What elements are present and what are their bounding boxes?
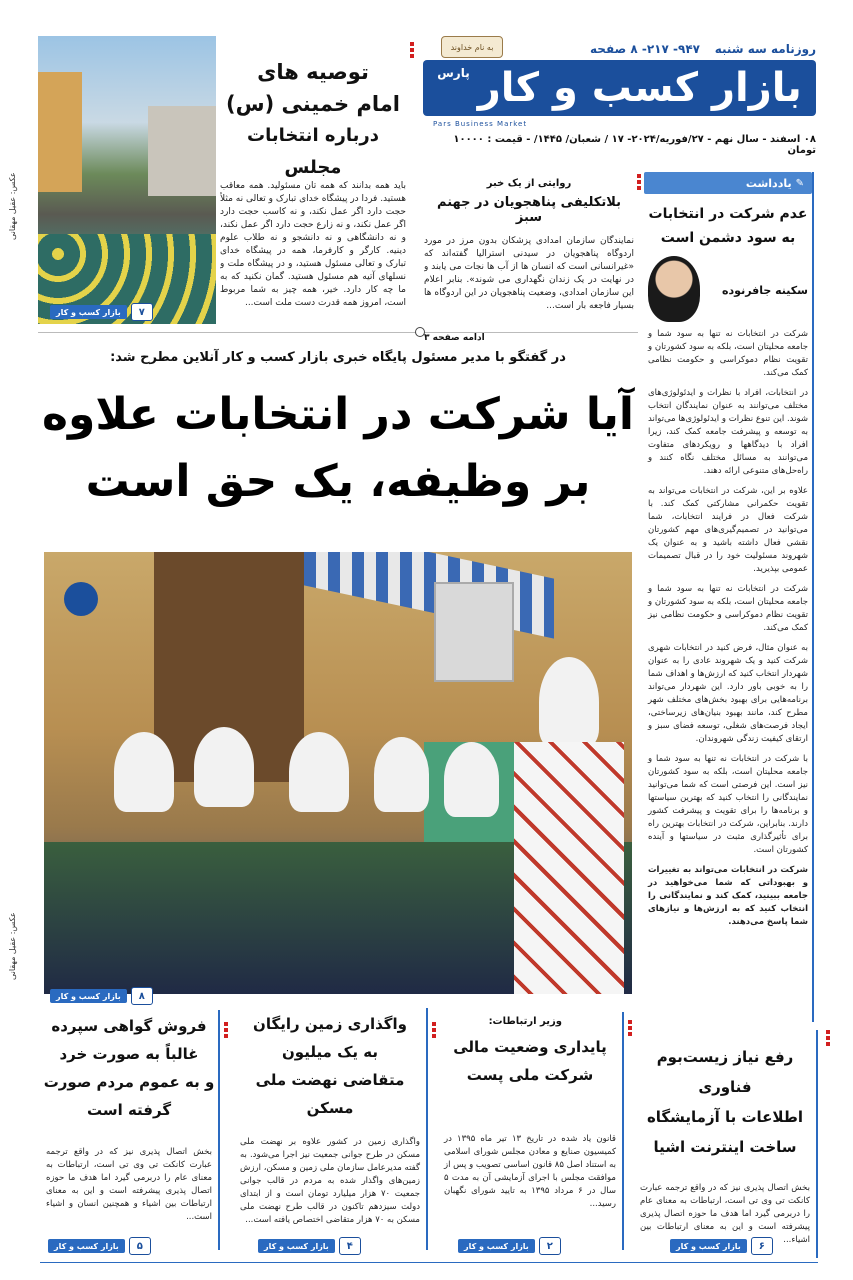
page-badge-8[interactable] [50, 986, 153, 1006]
title-line: اطلاعات با آزمایشگاه [646, 1108, 804, 1126]
note-icon: ✎ [795, 177, 804, 189]
page-badge-6[interactable] [670, 1236, 773, 1256]
masthead [423, 40, 816, 160]
story-text: نمایندگان سازمان امدادی پزشکان بدون مرز در مورد اردوگاه پناهجویان در سیدنی استرالیا گفته‌اند که «غیرانسانی است که انسان ها از آب ها نجات می یابند و در نهایت در یک زندان نگهداری می شوند». بنابر اعلام این سازمان امدادی، وضعیت پناهجویان در این اردوگاه ها بسیار فاجعه بار است... [424, 236, 634, 311]
page-badge-5[interactable] [48, 1236, 151, 1256]
paragraph: شرکت در انتخابات می‌تواند به تغییرات و بهبوداتی که شما می‌خواهید در جامعه ببینید، کمک کند و نمایندگانی را انتخاب کنید که به ارزش‌ها و نیازهای شما پاسخ می‌دهند. [648, 865, 808, 927]
page-label: بازار کسب و کار [48, 1239, 125, 1253]
bottom-story-certificates [40, 1010, 220, 1250]
headline-line: آیا شرکت در انتخابات علاوه [42, 389, 634, 440]
title-line: رفع نیاز زیست‌بوم فناوری [656, 1048, 794, 1096]
sidebar-title: عدم شرکت در انتخابات به سود دشمن است [648, 206, 808, 246]
paragraph: شرکت در انتخابات نه تنها به سود شما و جامعه محلیتان است، بلکه به سود کشورتان و تقویت نظام دموکراسی و حکومت نظامی نیز کمک می‌کند. [648, 584, 808, 633]
red-marker [637, 174, 641, 178]
page-number: ۴ [339, 1237, 361, 1255]
sidebar-column [644, 172, 814, 1022]
red-marker [628, 1020, 632, 1024]
story-continue-link[interactable]: ادامه صفحه ۳ [424, 333, 485, 343]
paragraph: علاوه بر این، شرکت در انتخابات می‌تواند به تقویت حکمرانی مشارکتی کمک کند. با شرکت فعال در فرایند انتخابات، شما می‌توانید در تصمیم‌گیری‌های مهم کشورتان نقشی فعال داشته باشید و به عنوان یک شهروند مسئولیت خود را در قبال تصمیمات عمومی بپذیرید. [648, 486, 808, 574]
bottom-story-land [234, 1008, 428, 1250]
title-line: درباره انتخابات مجلس [247, 125, 379, 178]
title-line: ساخت اینترنت اشیا [653, 1138, 797, 1156]
story-body: بخش اتصال پذیری نیز که در واقع ترجمه عبارت کانکت تی وی تی است، ارتباطات به معنای عام را دربرمی گیرد اما هدف ما حوزه اتصال پذیری پیشرفته است و این به معنای ارتباطات بین اشیاء و همچنین انسان و اشیاء است... [46, 1147, 212, 1222]
title-line: به یک میلیون [281, 1043, 379, 1061]
paragraph: در انتخابات، افراد با نظرات و ایدئولوژی‌های مختلف می‌توانند به عنوان نمایندگان انتخاب شوند. این تنوع نظرات و ایدئولوژی‌ها می‌تواند به توسعه و پیشرفت جامعه کمک کند، زیرا افراد با دیدگاهها و رویکردهای متفاوت می‌توانند به مسائل مختلف نگاه کنند و راه‌حل‌های متنوعی ارائه دهند. [648, 388, 808, 476]
page-number: ۷ [131, 303, 153, 321]
red-marker [410, 42, 414, 46]
masthead-seal: به نام خداوند [441, 36, 503, 58]
logo-english: Pars Business Market [433, 120, 528, 128]
story-kicker: روایتی از یک خبر [486, 178, 572, 189]
bottom-story-tech [634, 1030, 818, 1258]
page-number: ۶ [751, 1237, 773, 1255]
page-label: بازار کسب و کار [458, 1239, 535, 1253]
masthead-logo [423, 60, 816, 116]
author-name: سکینه جافرنوده [722, 284, 808, 297]
page-label: بازار کسب و کار [670, 1239, 747, 1253]
title-line: متقاضی نهضت ملی مسکن [255, 1071, 405, 1117]
sidebar-badge-label: یادداشت [745, 176, 792, 190]
masthead-dateline: ۰۸ اسفند - سال نهم - ۲۷/فوریه/۲۰۲۴- ۱۷ / شعبان/ ۱۴۴۵/ - قیمت : ۱۰۰۰۰ تومان [453, 134, 816, 156]
page-label: بازار کسب و کار [258, 1239, 335, 1253]
bottom-story-post [438, 1012, 624, 1250]
lead-photo [44, 552, 632, 994]
title-line: و به عموم مردم صورت [43, 1073, 215, 1091]
bottom-rule [40, 1262, 818, 1263]
sidebar-badge [644, 172, 812, 194]
page-label: بازار کسب و کار [50, 305, 127, 319]
headline-line: بر وظیفه، یک حق است [85, 456, 591, 507]
title-line: فروش گواهی سپرده [51, 1017, 207, 1035]
title-line: توصیه های [257, 60, 369, 84]
page-number: ۸ [131, 987, 153, 1005]
page-number: ۲ [539, 1237, 561, 1255]
top-left-photo [38, 36, 216, 324]
story-kicker: وزیر ارتباطات: [488, 1016, 562, 1027]
story-body: بخش اتصال پذیری نیز که در واقع ترجمه عبارت کانکت تی وی تی است، ارتباطات به معنای عام را دربرمی گیرد اما هدف ما حوزه اتصال پذیری پیشرفته است و این به معنای ارتباطات بین اشیاء... [640, 1183, 810, 1245]
page-number: ۵ [129, 1237, 151, 1255]
paragraph: به عنوان مثال، فرض کنید در انتخابات شهری شرکت کنید و یک شهروند عادی را به عنوان شهردار انتخاب کنید که ارزش‌ها و اهداف شما را به خوبی باور دارد. این شهردار می‌تواند برنامه‌هایی برای بهبود بخش‌های مختلف شهر مطرح کند، مانند بهبود بنیان‌های زیرساختی، ایجاد فرصت‌های شغلی، توسعه فضای سبز و ارتقای کیفیت زندگی شهروندان. [648, 643, 808, 744]
masthead-day: روزنامه سه شنبه [714, 42, 816, 56]
title-line: پایداری وضعیت مالی [453, 1038, 607, 1056]
lead-headline [36, 380, 640, 514]
paragraph: شرکت در انتخابات نه تنها به سود شما و جامعه محلیتان است، بلکه به سود کشورتان و تقویت نظام دموکراسی و حکومت نظامی کمک می‌کند. [648, 329, 808, 378]
divider [38, 332, 638, 333]
top-left-title [220, 56, 406, 184]
title-line: گرفته است [86, 1101, 172, 1119]
sidebar-body [644, 322, 812, 929]
page-badge-4[interactable] [258, 1236, 361, 1256]
page-badge-2[interactable] [458, 1236, 561, 1256]
red-marker [224, 1022, 228, 1026]
top-left-photo-credit: عکس: عقیل مهقانی [8, 172, 17, 240]
masthead-issue: ۹۴۷- ۲۱۷- ۸ صفحه [590, 42, 700, 56]
title-line: غالباً به صورت خرد [59, 1045, 199, 1063]
story-title: بلاتکلیفی پناهجویان در جهنم سبز [437, 195, 621, 225]
lead-photo-credit: عکس: عقیل مهقانی [8, 912, 17, 980]
page-label: بازار کسب و کار [50, 989, 127, 1003]
red-marker [826, 1030, 830, 1034]
top-mid-story [424, 172, 634, 343]
story-body: واگذاری زمین در کشور علاوه بر نهضت ملی مسکن در طرح جوانی جمعیت نیز اجرا می‌شود. به گفته مدیرعامل سازمان ملی زمین و مسکن، ارزش زمین‌های واگذار شده به مردم در قالب جوانی جمعیت ۷۰ هزار میلیارد تومان است و از ابتدای دولت سیزدهم تاکنون در قالب طرح نهضت ملی مسکن به ۷۰ هزار متقاضی اختصاص یافته است... [240, 1137, 420, 1225]
title-line: امام خمینی (س) [226, 92, 400, 116]
logo-text: بازار کسب و کار [477, 65, 802, 111]
story-body [424, 235, 634, 331]
divider-dot [415, 327, 425, 337]
author-avatar [648, 256, 700, 322]
title-line: شرکت ملی پست [466, 1066, 594, 1084]
top-left-body: باید همه بدانند که همه تان مسئولید. همه معاقب هستید. فردا در پیشگاه خدای تبارک و تعالی نه مثلاً حجت دارد اگر عمل نکند، و نه کاسب حجت دارد اگر عمل نکند، و نه زارع حجت دارد اگر عمل نکند، و نه دانشگاهی و نه دانشجو و نه طلاب علوم دینیه. کارگر و کارفرما، همه در پیشگاه خدای تبارک و تعالی مسئول هستید، و در پیشگاه ملت و نسلهای آتیه هم مسئول هستید. گمان نکنید که به ما چه کار دارد. خیر، همه چیز به شما مربوط است، امروز همه قدرت دست ملت است... [220, 181, 406, 308]
red-marker [432, 1022, 436, 1026]
logo-suffix: پارس [437, 66, 470, 80]
story-body: قانون یاد شده در تاریخ ۱۳ تیر ماه ۱۳۹۵ در کمیسیون صنایع و معادن مجلس شورای اسلامی به استناد اصل ۸۵ قانون اساسی تصویب و پس از موافقت مجلس با اجرای آزمایشی آن به مدت ۵ سال در ۶ مرداد ۱۳۹۵ به تایید شورای نگهبان رسید... [444, 1134, 616, 1209]
title-line: واگذاری زمین رایگان [253, 1015, 407, 1033]
page-badge-7[interactable] [50, 302, 153, 322]
paragraph: با شرکت در انتخابات نه تنها به سود شما و جامعه محلیتان است، بلکه به سود کشورتان نیز است. این فرصتی است که شما می‌توانید نمایندگانی را انتخاب کنید که بهترین سیاستها و برنامه‌ها را برای تقویت و پیشرفت کشور دارند. بنابراین، شرکت در انتخابات بهترین راه برای تأثیرگذاری مثبت در سیاستها و آینده کشورتان است. [648, 754, 808, 855]
lead-kicker: در گفتگو با مدیر مسئول پایگاه خبری بازار کسب و کار آنلاین مطرح شد: [110, 350, 566, 365]
